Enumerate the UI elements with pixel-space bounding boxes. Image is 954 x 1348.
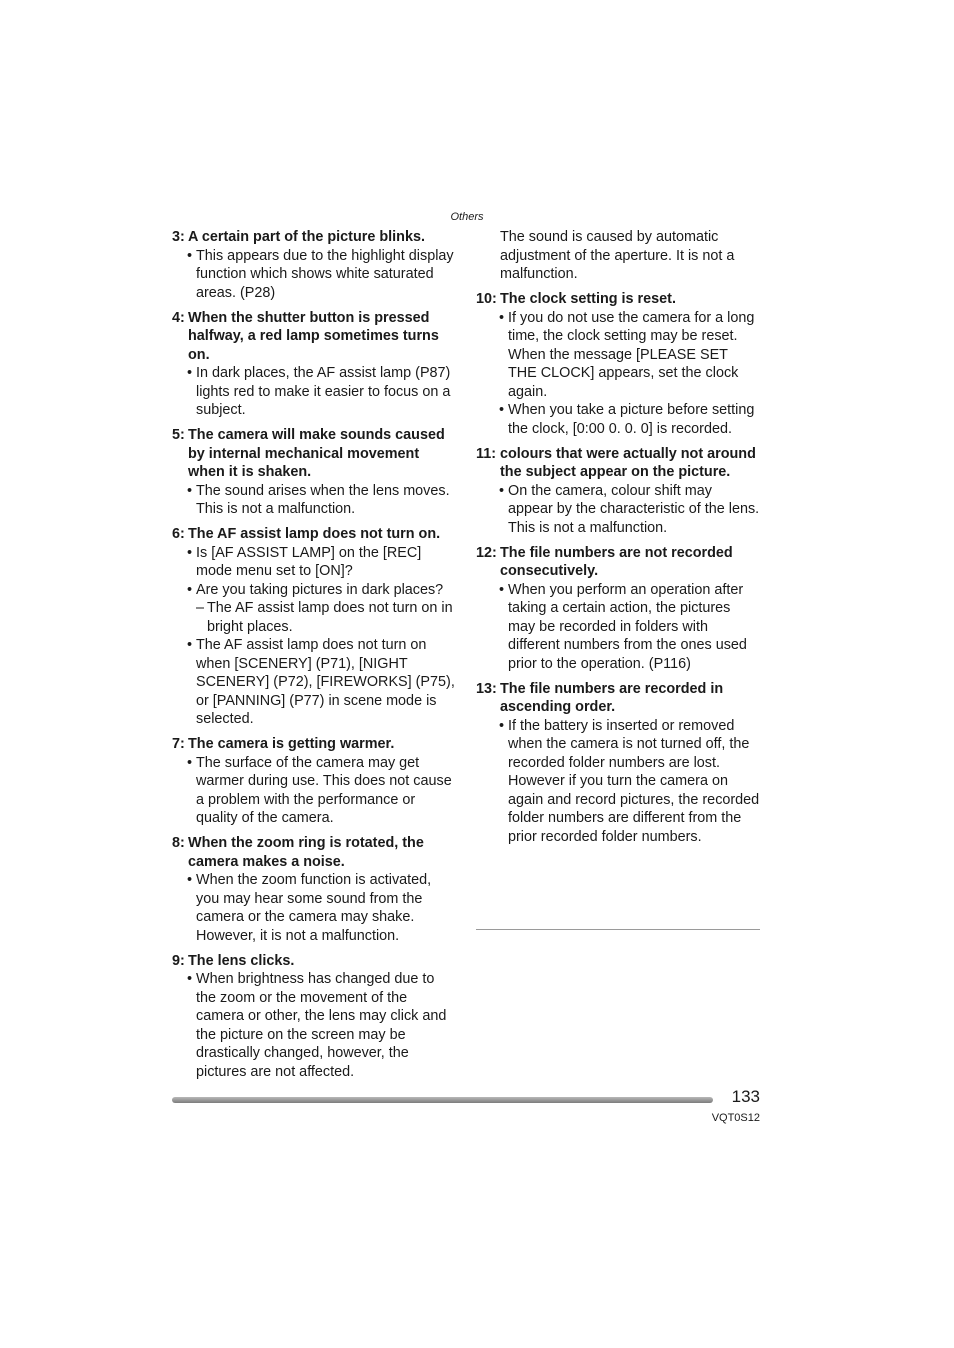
faq-question (476, 544, 760, 581)
faq-item-6 (172, 525, 458, 729)
question-text: The camera is getting warmer. (188, 736, 395, 752)
question-number: 10: (476, 291, 497, 307)
question-number: 4: (172, 309, 185, 326)
faq-item-10 (476, 290, 760, 438)
faq-item-4 (172, 309, 458, 420)
bullet-icon: • (187, 247, 193, 264)
question-number: 12: (476, 544, 497, 561)
answer-item: • The AF assist lamp does not turn on when [SCENERY] (P71), [NIGHT SCENERY] (P72), [FIREWORKS] (P75), or [PANNING] (P77) in scene mode is selected. (187, 637, 455, 727)
faq-item-7 (172, 735, 458, 828)
question-text: When the shutter button is pressed halfway, a red lamp sometimes turns on. (188, 309, 439, 363)
bullet-icon: • (187, 365, 193, 381)
answer-item: • Is [AF ASSIST LAMP] on the [REC] mode menu set to [ON]? (187, 544, 422, 579)
answer-item: • When you take a picture before setting the clock, [0:00 0. 0. 0] is recorded. (499, 402, 755, 437)
question-text: The clock setting is reset. (500, 291, 676, 307)
bullet-icon: • (187, 482, 193, 499)
bullet-icon: • (187, 637, 193, 653)
question-number: 6: (172, 526, 185, 542)
faq-item-8 (172, 834, 458, 945)
model-code: VQT0S12 (711, 1112, 760, 1124)
answer-item: • When brightness has changed due to the zoom or the movement of the camera or other, the lens may click and the picture on the screen may be drastically changed, however, the pictures are not affected. (187, 971, 447, 1080)
bullet-icon: • (187, 581, 193, 598)
answer-subitem: – The AF assist lamp does not turn on in bright places. (196, 600, 453, 635)
question-text: The lens clicks. (188, 952, 295, 969)
bullet-icon: • (187, 754, 193, 771)
faq-item-3 (172, 228, 458, 302)
continued-text: The sound is caused by automatic adjustment of the aperture. It is not a malfunction. (500, 229, 735, 282)
question-number: 8: (172, 835, 185, 851)
faq-question (476, 680, 760, 717)
bullet-icon: • (187, 971, 193, 987)
answer-item: • This appears due to the highlight display function which shows white saturated areas. (P28) (187, 247, 454, 301)
answer-item: • In dark places, the AF assist lamp (P87) lights red to make it easier to focus on a subject. (187, 365, 451, 418)
faq-question (476, 290, 760, 309)
section-label: Others (450, 211, 484, 223)
question-number: 7: (172, 736, 185, 752)
faq-item-5 (172, 426, 458, 519)
dash-icon: – (196, 600, 205, 616)
answer-item: • Are you taking pictures in dark places? (187, 581, 444, 598)
section-end-rule (476, 929, 760, 930)
faq-item-13 (476, 680, 760, 847)
question-number: 3: (172, 229, 185, 245)
question-number: 13: (476, 680, 497, 697)
question-text: The AF assist lamp does not turn on. (188, 526, 441, 542)
bullet-icon: • (499, 482, 505, 499)
answer-item: • The sound arises when the lens moves. This is not a malfunction. (187, 482, 450, 517)
bullet-icon: • (499, 717, 505, 734)
page-number: 133 (731, 1087, 760, 1106)
question-text: The file numbers are not recorded consecutively. (500, 544, 733, 579)
footer-bar (172, 1097, 713, 1103)
question-text: The camera will make sounds caused by internal mechanical movement when it is shaken. (188, 427, 445, 480)
bullet-icon: • (187, 872, 193, 888)
bullet-icon: • (499, 581, 505, 598)
bullet-icon: • (499, 309, 505, 326)
question-number: 11: (476, 445, 497, 462)
question-text: colours that were actually not around the subject appear on the picture. (500, 445, 756, 480)
answer-item: • When the zoom function is activated, you may hear some sound from the camera or the camera may shake. However, it is not a malfunction. (187, 872, 432, 944)
left-column (172, 228, 458, 1088)
question-text: A certain part of the picture blinks. (188, 229, 425, 245)
right-column (476, 228, 760, 853)
faq-question (476, 445, 760, 482)
answer-item: • The surface of the camera may get warmer during use. This does not cause a problem with the performance or quality of the camera. (187, 754, 452, 826)
bullet-icon: • (499, 402, 505, 418)
question-text: When the zoom ring is rotated, the camera makes a noise. (188, 835, 424, 870)
faq-question (172, 834, 458, 871)
bullet-icon: • (187, 544, 193, 561)
faq-question (172, 228, 458, 247)
faq-question (172, 735, 458, 754)
faq-question (172, 952, 458, 971)
faq-item-9 (172, 952, 458, 1082)
faq-question (172, 309, 458, 365)
faq-question (172, 525, 458, 544)
question-number: 5: (172, 427, 185, 443)
question-number: 9: (172, 952, 185, 969)
answer-item: • On the camera, colour shift may appear by the characteristic of the lens. This is not a malfunction. (499, 482, 760, 536)
faq-item-11 (476, 445, 760, 538)
answer-item: • If you do not use the camera for a long time, the clock setting may be reset. When the message [PLEASE SET THE CLOCK] appears, set the clock again. (499, 309, 755, 400)
question-text: The file numbers are recorded in ascending order. (500, 680, 724, 715)
faq-item-12 (476, 544, 760, 674)
answer-item: • When you perform an operation after taking a certain action, the pictures may be recorded in folders with different numbers from the ones used prior to the operation. (P116) (499, 581, 747, 672)
faq-question (172, 426, 458, 482)
answer-item: • If the battery is inserted or removed when the camera is not turned off, the recorded folder numbers are lost. However if you turn the camera on again and record pictures, the recorded folder numbers are different from the prior recorded folder numbers. (499, 717, 760, 845)
